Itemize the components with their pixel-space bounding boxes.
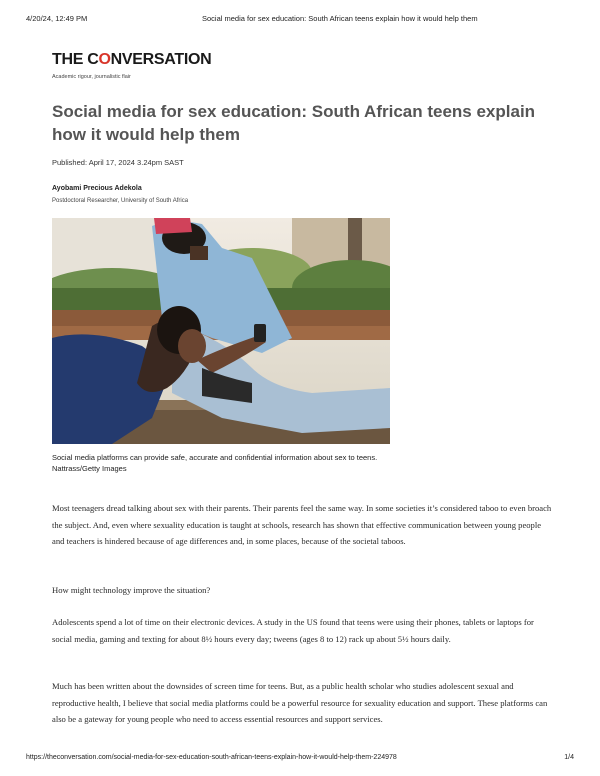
photo-illustration	[52, 218, 390, 444]
print-title: Social media for sex education: South African teens explain how it would help them	[202, 14, 478, 23]
author-name[interactable]: Ayobami Precious Adekola	[52, 185, 142, 192]
published-date: Published: April 17, 2024 3.24pm SAST	[52, 158, 184, 167]
body-paragraph-3: Adolescents spend a lot of time on their electronic devices. A study in the US found that teens were using their phones, tablets or laptops for social media, gaming and texting for about 8½ hours every day; tweens (ages 8 to 12) rack up about 5½ hours daily.	[52, 617, 534, 644]
site-logo[interactable]	[52, 51, 211, 69]
page-number: 1/4	[564, 754, 574, 761]
author-role: Postdoctoral Researcher, University of South Africa	[52, 198, 189, 204]
site-tagline: Academic rigour, journalistic flair	[52, 74, 131, 80]
body-paragraph-2: How might technology improve the situation?	[52, 585, 211, 595]
logo-text-right: NVERSATION	[110, 51, 212, 68]
logo-text-left: THE C	[52, 51, 99, 68]
photo-caption: Social media platforms can provide safe, accurate and confidential information about sex to teens. Nattrass/Getty Images	[52, 453, 378, 473]
logo-o-mark: O	[98, 51, 111, 68]
body-paragraph-1: Most teenagers dread talking about sex with their parents. Their parents feel the same way. In some societies it’s considered taboo to even broach the subject. And, even where sexuality education is taught at schools, research has shown that effective communication between young people and teachers is hindered because of age differences and, in some places, because of the societal taboos.	[52, 503, 552, 546]
article-photo	[52, 218, 390, 444]
print-timestamp: 4/20/24, 12:49 PM	[26, 14, 88, 23]
article-headline: Social media for sex education: South African teens explain how it would help them	[52, 102, 536, 144]
body-paragraph-4: Much has been written about the downsides of screen time for teens. But, as a public health scholar who studies adolescent sexual and reproductive health, I believe that social media platforms could be a powerful resource for sexuality education and support. These platforms can also be a gateway for young people who need to access essential resources and support services.	[52, 681, 548, 724]
print-url[interactable]: https://theconversation.com/social-media-for-sex-education-south-african-teens-explain-how-it-would-help-them-224978	[26, 754, 397, 761]
